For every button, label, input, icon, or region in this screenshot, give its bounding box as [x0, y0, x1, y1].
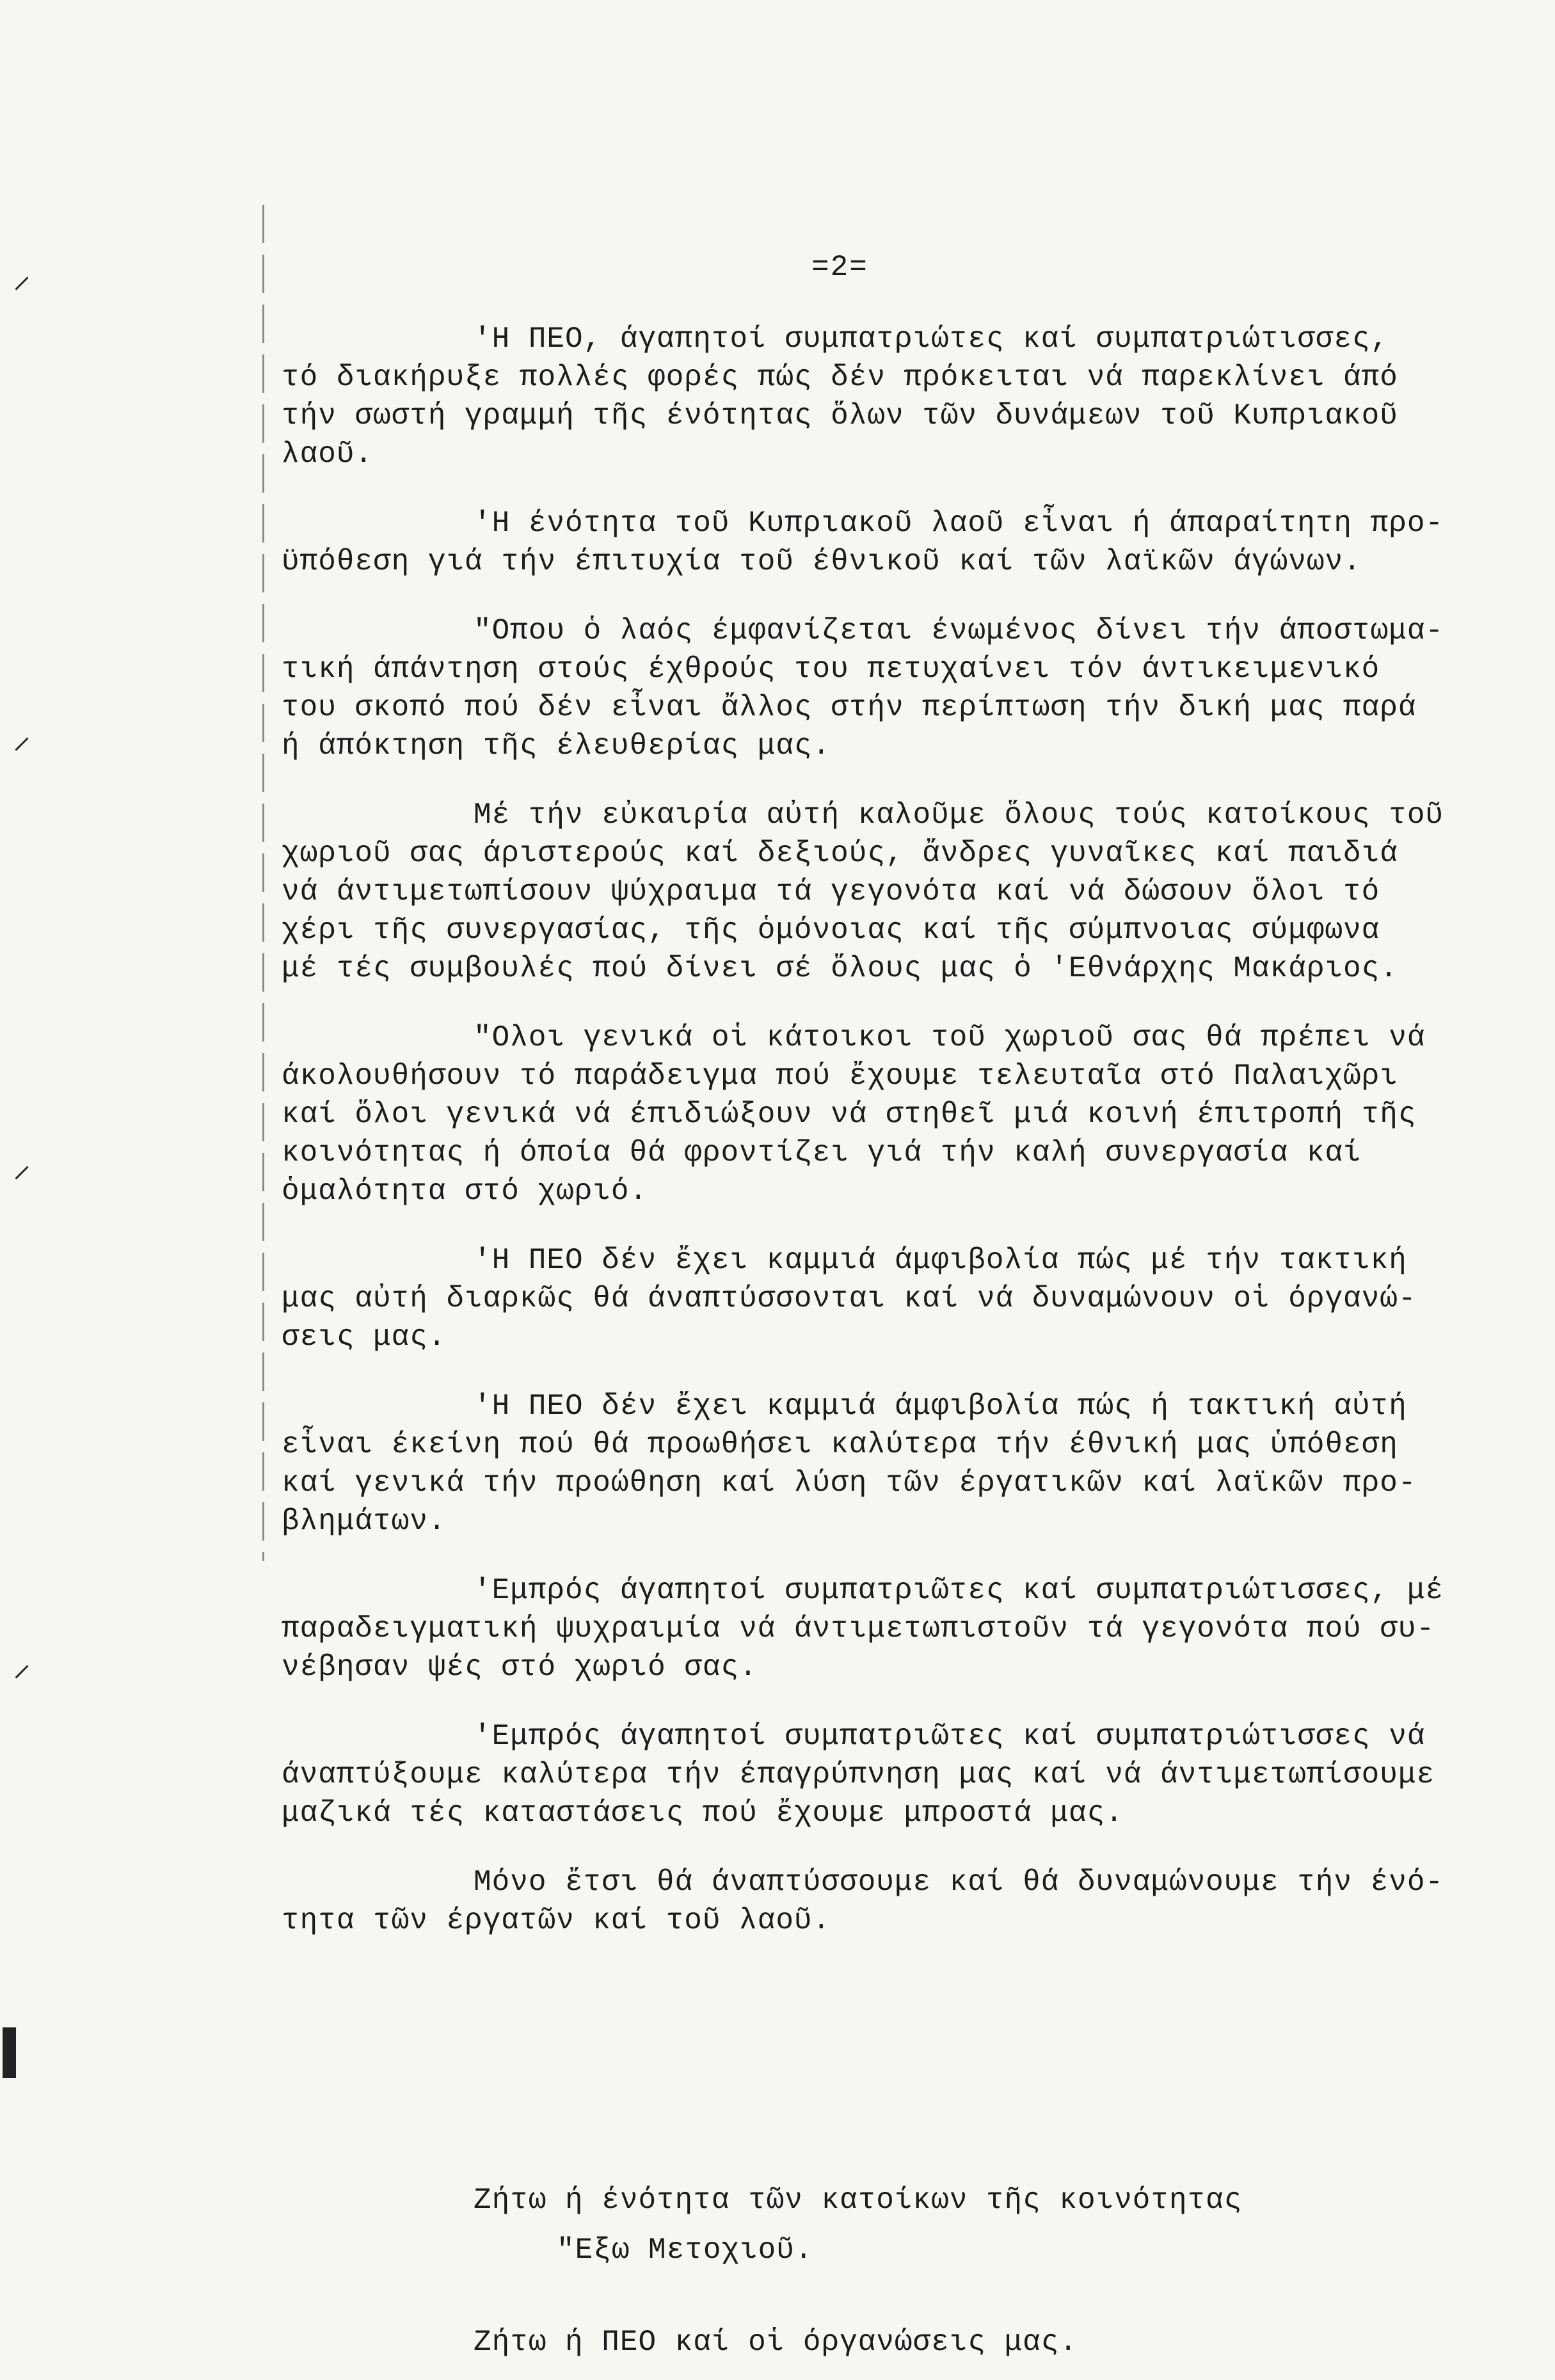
paragraph [282, 1387, 1517, 1541]
text-line: τήν σωστή γραμμή τῆς ένότητας ὅλων τῶν δυνάμεων τοῦ Κυπριακοῦ [282, 399, 1398, 432]
text-line: 'Η ΠΕΟ δέν ἔχει καμμιά άμφιβολία πώς ή τακτική αὐτή [474, 1390, 1407, 1423]
text-line: νέβησαν ψές στό χωριό σας. [282, 1651, 758, 1684]
text-line: 'Εμπρός άγαπητοί συμπατριῶτες καί συμπατριώτισσες, μέ [474, 1574, 1444, 1607]
letter-body [282, 320, 1517, 1971]
slogan-line: "Εξω Μετοχιοῦ. [557, 2233, 813, 2267]
text-line: του σκοπό πού δέν εἶναι ἄλλος στήν περίπτωση τήν δική μας παρά [282, 691, 1417, 724]
text-line: Μέ τήν εὐκαιρία αὐτή καλοῦμε ὅλους τούς κατοίκους τοῦ [474, 798, 1444, 832]
margin-tick-icon: ⸝ [13, 1146, 31, 1187]
text-line: κοινότητας ή όποία θά φροντίζει γιά τήν καλή συνεργασία καί [282, 1136, 1362, 1170]
text-line: "Ολοι γενικά οἱ κάτοικοι τοῦ χωριοῦ σας θά πρέπει νά [474, 1021, 1426, 1054]
binding-mark-icon: ▌ [3, 2028, 30, 2079]
text-line: μας αὐτή διαρκῶς θά άναπτύσσονται καί νά δυναμώνουν οἱ όργανώ- [282, 1282, 1417, 1315]
text-line: καί γενικά τήν προώθηση καί λύση τῶν έργατικῶν καί λαϊκῶν προ- [282, 1466, 1417, 1500]
paragraph [282, 1241, 1517, 1356]
paragraph [282, 796, 1517, 988]
text-line: τητα τῶν έργατῶν καί τοῦ λαοῦ. [282, 1904, 831, 1937]
text-line: "Οπου ὁ λαός έμφανίζεται ένωμένος δίνει τήν άποστωμα- [474, 614, 1444, 647]
paragraph [282, 1571, 1517, 1686]
margin-tick-icon: ⸝ [13, 257, 31, 298]
text-line: 'Η ένότητα τοῦ Κυπριακοῦ λαοῦ εἶναι ή άπαραίτητη προ- [474, 507, 1444, 540]
paragraph [282, 1019, 1517, 1210]
text-line: καί ὅλοι γενικά νά έπιδιώξουν νά στηθεῖ μιά κοινή έπιτροπή τῆς [282, 1098, 1417, 1131]
text-line: ὁμαλότητα στό χωριό. [282, 1175, 648, 1208]
text-line: χέρι τῆς συνεργασίας, τῆς ὁμόνοιας καί τῆς σύμπνοιας σύμφωνα [282, 914, 1380, 947]
text-line: τική άπάντηση στούς έχθρούς του πετυχαίνει τόν άντικειμενικό [282, 653, 1380, 686]
text-line: νά άντιμετωπίσουν ψύχραιμα τά γεγονότα καί νά δώσουν ὅλοι τό [282, 875, 1380, 908]
paragraph [282, 320, 1517, 473]
slogan-line: Ζήτω ή ΠΕΟ καί οἱ όργανώσεις μας. [474, 2326, 1078, 2359]
slogan-line: Ζήτω ή ένότητα τῶν κατοίκων τῆς κοινότητας [474, 2184, 1243, 2217]
text-line: Μόνο ἔτσι θά άναπτύσσουμε καί θά δυναμώνουμε τήν ένό- [474, 1866, 1444, 1899]
text-line: βλημάτων. [282, 1505, 447, 1538]
left-margin-line [262, 205, 264, 1561]
margin-tick-icon: ⸝ [13, 1646, 31, 1686]
text-line: 'Η ΠΕΟ δέν ἔχει καμμιά άμφιβολία πώς μέ τήν τακτική [474, 1244, 1407, 1277]
text-line: άναπτύξουμε καλύτερα τήν έπαγρύπνηση μας καί νά άντιμετωπίσουμε [282, 1758, 1435, 1791]
margin-tick-icon: ⸝ [13, 718, 31, 759]
text-line: μέ τές συμβουλές πού δίνει σέ ὅλους μας ὁ 'Εθνάρχης Μακάριος. [282, 952, 1398, 985]
text-line: τό διακήρυξε πολλές φορές πώς δέν πρόκειται νά παρεκλίνει άπό [282, 361, 1398, 394]
paragraph [282, 1863, 1517, 1940]
text-line: ή άπόκτηση τῆς έλευθερίας μας. [282, 729, 831, 763]
text-line: μαζικά τές καταστάσεις πού ἔχουμε μπροστά μας. [282, 1797, 1124, 1830]
paragraph [282, 1717, 1517, 1832]
text-line: εἶναι έκείνη πού θά προωθήσει καλύτερα τήν έθνική μας ὑπόθεση [282, 1428, 1398, 1461]
text-line: χωριοῦ σας άριστερούς καί δεξιούς, ἄνδρες γυναῖκες καί παιδιά [282, 837, 1398, 870]
text-line: άκολουθήσουν τό παράδειγμα πού ἔχουμε τελευταῖα στό Παλαιχῶρι [282, 1059, 1398, 1093]
paragraph [282, 504, 1517, 581]
text-line: παραδειγματική ψυχραιμία νά άντιμετωπιστοῦν τά γεγονότα πού συ- [282, 1612, 1435, 1646]
paragraph [282, 612, 1517, 765]
closing-slogans [474, 2175, 1242, 2367]
text-line: 'Εμπρός άγαπητοί συμπατριῶτες καί συμπατριώτισσες νά [474, 1720, 1426, 1753]
text-line: λαοῦ. [282, 438, 374, 471]
text-line: 'Η ΠΕΟ, άγαπητοί συμπατριώτες καί συμπατριώτισσες, [474, 322, 1389, 356]
text-line: σεις μας. [282, 1321, 447, 1354]
text-line: ϋπόθεση γιά τήν έπιτυχία τοῦ έθνικοῦ καί τῶν λαϊκῶν άγώνων. [282, 545, 1362, 578]
page-number: =2= [811, 251, 868, 284]
